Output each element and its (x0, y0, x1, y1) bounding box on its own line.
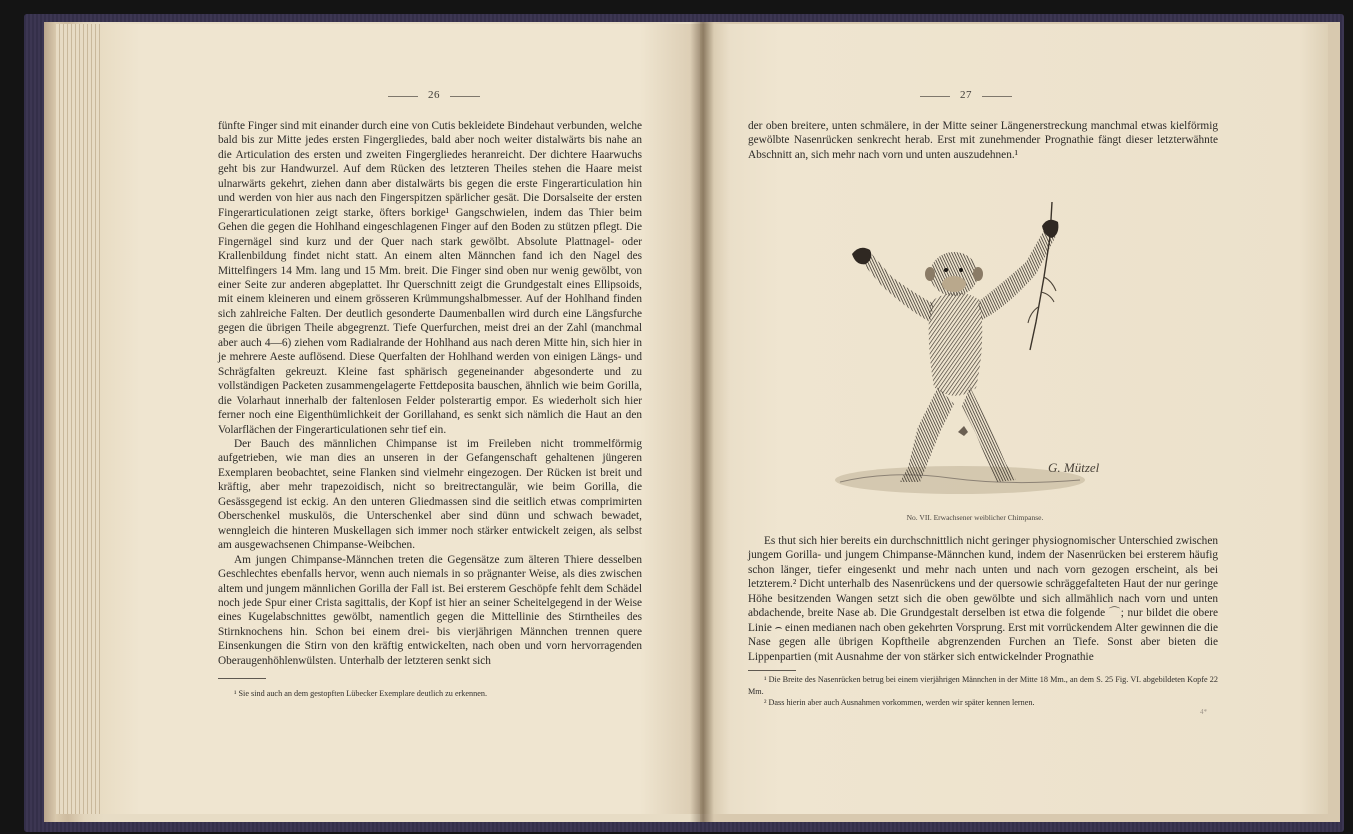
page-number: 27 (960, 89, 972, 101)
ear (973, 267, 983, 281)
signature-mark: 4* (1200, 708, 1207, 716)
body-text (218, 119, 642, 668)
page-edges (56, 24, 102, 814)
footnote-rule (218, 678, 266, 679)
ear (925, 267, 935, 281)
book-gutter (690, 22, 714, 822)
paragraph: Der Bauch des männlichen Chimpanse ist im Freileben nicht trommelförmig aufgetrieben, wie man dies an unseren in der Gefangenschaft gehaltenen jüngeren Exemplaren beobachtet, seine Flanken sind vielmehr eingezogen. Der Rücken ist breit und kräftig, aber mehr trapezoidisch, nicht so breitrectangulär, wie beim Gorilla, die Gesässgegend ist eckig. An den unteren Gliedmassen sind die seitlich etwas comprimirten Oberschenkel muskulös, die Unterschenkel aber sind dünn und schwach bewadet, wenngleich die hinteren Muskellagen sich immer noch stärker entwickelt zeigen, als selbst am ausgewachsenen Chimpanse-Weibchen. (218, 437, 642, 552)
page-number: 26 (428, 89, 440, 101)
header-rule-right (450, 96, 480, 97)
figure-caption: No. VII. Erwachsener weiblicher Chimpanse. (906, 513, 1044, 522)
left-hand (852, 248, 871, 265)
muzzle (942, 276, 966, 292)
footnote: ¹ Die Breite des Nasenrücken betrug bei einem vierjährigen Männchen in der Mitte 18 Mm., an dem S. 25 Fig. VI. abgebildeten Kopfe 22 Mm. (748, 675, 1218, 696)
footnote-rule (748, 670, 796, 671)
body-text-bottom (748, 534, 1218, 664)
eye (959, 268, 963, 272)
chimpanzee-illustration (830, 182, 1120, 502)
header-rule-left (920, 96, 950, 97)
footnotes (748, 674, 1218, 709)
leaves (1028, 277, 1056, 323)
eye (944, 268, 948, 272)
right-page (700, 24, 1328, 814)
left-arm (860, 252, 934, 322)
body-text-top (748, 119, 1218, 162)
footnote: ² Dass hierin aber auch Ausnahmen vorkommen, werden wir später kennen lernen. (764, 698, 1035, 707)
footnote: ¹ Sie sind auch an dem gestopften Lübecker Exemplare deutlich zu erkennen. (234, 689, 487, 698)
header-rule-right (982, 96, 1012, 97)
paragraph: fünfte Finger sind mit einander durch eine von Cutis bekleidete Bindehaut verbunden, welche bald bis zur Mitte jedes ersten Fingergliedes, bald aber noch weiter distalwärts bis nahe an die Articulation des ersten und zweiten Fingergliedes heranreicht. Der dichtere Haarwuchs geht bis zur Handwurzel. Auf dem Rücken des letzteren Theiles stehen die Haare meist ulnarwärts gekehrt, ziehen dann aber distalwärts bis gegen die erste Fingerarticulation hin und werden von hier aus nach den Fingerspitzen spärlicher gesät. Die Dorsalseite der ersten Fingerarticulationen zeigt starke, öfters borkige¹ Gangschwielen, indem das Thier beim Gehen die gegen die Hohlhand eingeschlagenen Finger auf den Boden zu stützen pflegt. Die Fingernägel sind kurz und der Quer nach stark gewölbt. Absolute Plattnagel- oder Krallenbildung findet nicht statt. An einem alten Männchen fand ich den Nagel des Mittelfingers 14 Mm. lang und 15 Mm. breit. Die Finger sind oben nur wenig gewölbt, von einer Seite zur anderen abgeplattet. Ihr Querschnitt zeigt die Grundgestalt eines Ellipsoids, mit einem kleineren und einem grösseren Krümmungshalbmesser. Auf der Hohlhand finden sich zahlreiche Falten. Der deutlich gesonderte Daumenballen wird durch eine Längsfurche gegen die übrigen Theile abgegrenzt. Tiefe Querfurchen, meist drei an der Zahl (manchmal aber auch 4—6) ziehen vom Radialrande der Hohlhand aus nach deren Mitte hin, sich hier in je mehrere Aeste auflösend. Diese Querfalten der Hohlhand werden von einigen Längs- und Schrägfalten gekreuzt. Kleine fast sphärisch gegeneinander abgesonderte und zu vollständigen Packeten zusammengelagerte Fettdeposita bauschen, ähnlich wie beim Gorilla, die Volarhaut innerhalb der faltenlosen Felder polsterartig empor. Es wiederholt sich hier ferner noch eine Eigenthümlichkeit der Gorillahand, es senkt sich nämlich die Haut an den Volarflächen der Fingerarticulationen sehr tief ein. (218, 120, 642, 436)
artist-signature: G. Mützel (1048, 460, 1100, 475)
header-rule-left (388, 96, 418, 97)
left-page (100, 24, 700, 814)
ground-object (958, 426, 968, 436)
paragraph: der oben breitere, unten schmälere, in der Mitte seiner Längenerstreckung manchmal etwas kielförmig gewölbte Nasenrücken senkrecht herab. Erst mit zunehmender Prognathie fängt dieser letzterwähnte Abschnitt an, sich mehr nach vorn und unten auszudehnen.¹ (748, 120, 1218, 161)
torso (929, 292, 983, 395)
paragraph: Am jungen Chimpanse-Männchen treten die Gegensätze zum älteren Thiere desselben Geschlechtes ebenfalls hervor, wenn auch niemals in so prägnanter Weise, als dies zwischen altem und jungem männlichen Gorilla der Fall ist. Bei ersterem Geschöpfe fehlt dem Schädel noch jede Spur einer Crista sagittalis, der Kopf ist hier an seiner Scheitelgegend in der Weise eines Kugelabschnittes gewölbt, namentlich gegen die Mittellinie des Stirntheiles des Stirnknochens hin. Schon bei einem drei- bis vierjährigen Männchen trennen quere Einsenkungen die Stirn von den kräftig entwickelten, nach oben und vorn hervorragenden Oberaugenhöhlenwülsten. Unterhalb der letzteren senkt sich (218, 553, 642, 667)
paragraph: Es thut sich hier bereits ein durchschnittlich nicht geringer physiognomischer Unterschied zwischen jungem Gorilla- und jungem Chimpanse-Männchen kund, indem der Nasenrücken bei ersterem häufig schon länger, tiefer eingesenkt und mehr nach unten und nach vorn gezogen erscheint, als bei letzterem.² Dicht unterhalb des Nasenrückens und der quersowie schräggefalteten Haut der nur geringe Höhe besitzenden Wangen setzt sich die oben gewölbte und sich allmählich nach vorn und unten abdachende, breite Nase ab. Die Grundgestalt derselben ist etwa die folgende ⌒; nur bildet die obere Linie ⌢ einen medianen nach oben gekehrten Vorsprung. Erst mit vorrückendem Alter gewinnen die die Nase gegen alle übrigen Kopftheile abgrenzenden Furchen an Tiefe. Sonst aber bieten die Lippenpartien (mit Ausnahme der von stärker sich entwickelnder Prognathie (748, 535, 1218, 663)
